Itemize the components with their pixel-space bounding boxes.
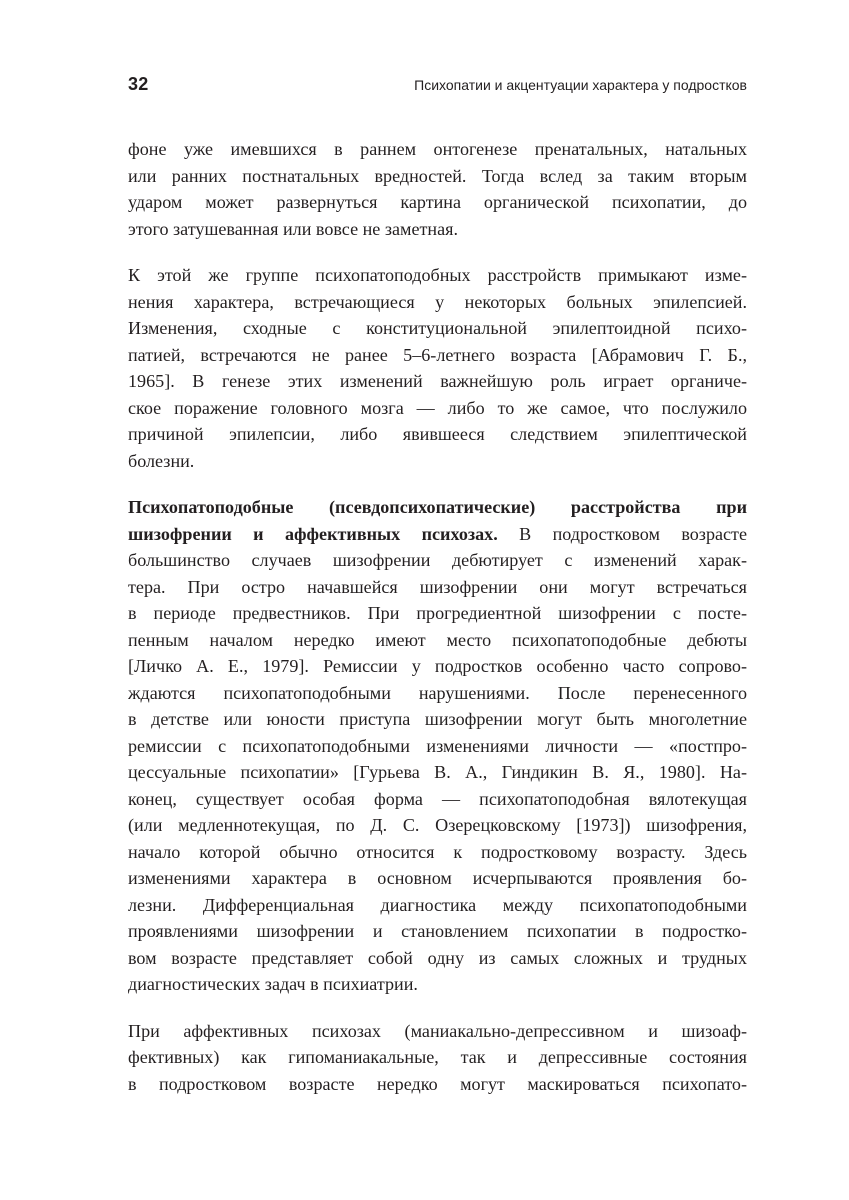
text-line: этого затушеванная или вовсе не заметная. — [128, 218, 458, 239]
text-line: пенным началом нередко имеют место психопатоподобные дебюты — [128, 629, 747, 650]
text-line: К этой же группе психопатоподобных расстройств примыкают изме- — [128, 265, 747, 285]
text-line: в детстве или юности приступа шизофрении могут быть многолетние — [128, 709, 747, 729]
section-heading-end: шизофрении и аффективных психозах. — [128, 523, 498, 544]
section-heading-line: Психопатоподобные (псевдопсихопатические) расстройства при — [128, 497, 747, 517]
body-text — [128, 136, 747, 1117]
text-line: Изменения, сходные с конституциональной эпилептоидной психо- — [128, 318, 747, 338]
text-line: лезни. Дифференциальная диагностика между психопатоподобными — [128, 894, 747, 915]
text-line: ское поражение головного мозга — либо то же самое, что послужило — [128, 397, 747, 418]
text-line: вом возрасте представляет собой одну из самых сложных и трудных — [128, 947, 747, 968]
text-line: фоне уже имевшихся в раннем онтогенезе пренатальных, натальных — [128, 139, 747, 159]
text-line: начало которой обычно относится к подростковому возрасту. Здесь — [128, 841, 747, 862]
text-line: [Личко А. Е., 1979]. Ремиссии у подростков особенно часто сопрово- — [128, 656, 747, 676]
paragraph-organic-psychopathy — [128, 136, 747, 242]
text-line: ремиссии с психопатоподобными изменениями личности — «постпро- — [128, 735, 747, 756]
paragraph-affective-psychoses — [128, 1018, 747, 1098]
text-line: цессуальные психопатии» [Гурьева В. А., Гиндикин В. Я., 1980]. На- — [128, 762, 747, 782]
text-line: нения характера, встречающиеся у некоторых больных эпилепсией. — [128, 291, 747, 312]
text-run: В подростковом возрасте — [497, 523, 747, 544]
text-line: болезни. — [128, 450, 195, 471]
text-line: ударом может развернуться картина органической психопатии, до — [128, 192, 747, 212]
text-line: причиной эпилепсии, либо явившееся следствием эпилептической — [128, 424, 747, 444]
text-line: При аффективных психозах (маниакально-депрессивном и шизоаф- — [128, 1020, 747, 1041]
text-line: конец, существует особая форма — психопатоподобная вялотекущая — [128, 788, 747, 809]
text-line: или ранних постнатальных вредностей. Тогда вслед за таким вторым — [128, 165, 747, 186]
text-line: тера. При остро начавшейся шизофрении они могут встречаться — [128, 576, 747, 597]
text-line: диагностических задач в психиатрии. — [128, 974, 418, 994]
paragraph-epilepsy — [128, 262, 747, 474]
paragraph-schizophrenia — [128, 494, 747, 998]
text-line: ждаются психопатоподобными нарушениями. После перенесенного — [128, 682, 747, 703]
text-line: в периоде предвестников. При прогредиентной шизофрении с посте- — [128, 603, 747, 623]
text-line: фективных) как гипоманиакальные, так и депрессивные состояния — [128, 1047, 747, 1067]
text-line: большинство случаев шизофрении дебютирует с изменений харак- — [128, 550, 747, 570]
running-title: Психопатии и акцентуации характера у подростков — [414, 77, 747, 93]
text-line: (или медленнотекущая, по Д. С. Озерецковскому [1973]) шизофрения, — [128, 815, 747, 835]
text-line: 1965]. В генезе этих изменений важнейшую роль играет органиче- — [128, 371, 747, 391]
text-line — [128, 521, 747, 548]
text-line: патией, встречаются не ранее 5–6-летнего возраста [Абрамович Г. Б., — [128, 344, 747, 365]
text-line: в подростковом возрасте нередко могут маскироваться психопато- — [128, 1073, 747, 1094]
text-line: изменениями характера в основном исчерпываются проявления бо- — [128, 868, 747, 888]
text-line: проявлениями шизофрении и становлением психопатии в подростко- — [128, 921, 747, 941]
page-number: 32 — [128, 74, 149, 94]
page-header — [128, 74, 747, 102]
